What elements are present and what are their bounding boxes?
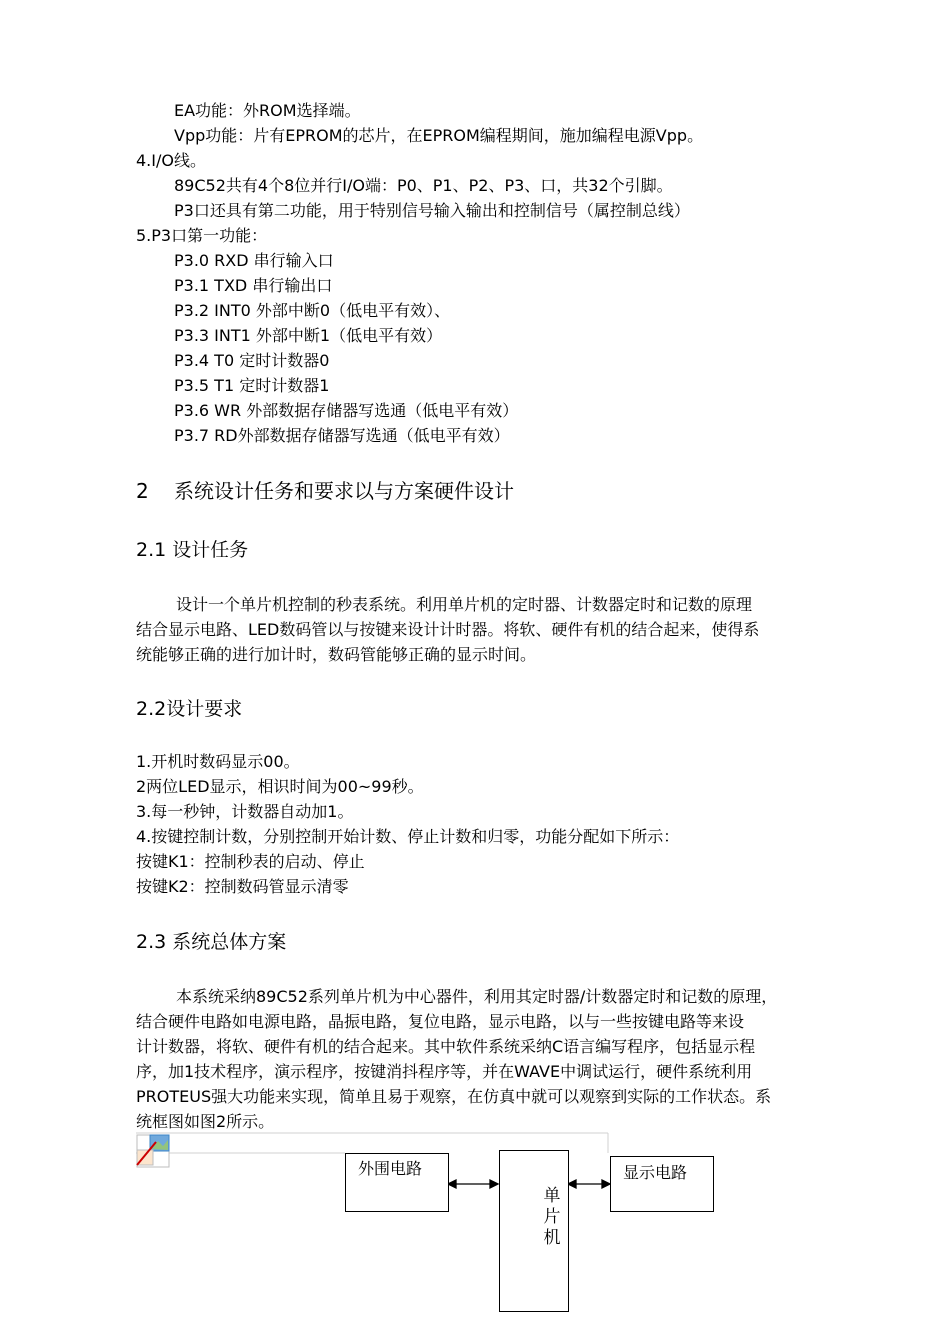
paragraph-2-3-line-4: 序，加1技术程序，演示程序，按键消抖程序等，并在WAVE中调试运行，硬件系统利用 [136,1062,753,1081]
mcu-label-char: 单 [543,1186,561,1206]
text-line-ports: 89C52共有4个8位并行I/O端：P0、P1、P2、P3、口，共32个引脚。 [174,176,673,195]
paragraph-2-3-line-6: 统框图如图2所示。 [136,1112,275,1131]
broken-image-icon [137,1135,169,1167]
requirement-item: 1.开机时数码显示00。 [136,752,300,771]
pin-line-p35: P3.5 T1 定时计数器1 [174,376,330,395]
pin-line-p31: P3.1 TXD 串行输出口 [174,276,333,295]
pin-line-p32: P3.2 INT0 外部中断0（低电平有效）、 [174,301,451,320]
pin-line-p30: P3.0 RXD 串行输入口 [174,251,334,270]
paragraph-2-3-line-5: PROTEUS强大功能来实现，简单且易于观察，在仿真中就可以观察到实际的工作状态。系 [136,1087,772,1106]
pin-line-p37: P3.7 RD外部数据存储器写选通（低电平有效） [174,426,510,445]
requirement-item: 2两位LED显示，相识时间为00~99秒。 [136,777,424,796]
text-line-vpp: Vpp功能：片有EPROM的芯片，在EPROM编程期间，施加编程电源Vpp。 [174,126,704,145]
text-line-p3-second: P3口还具有第二功能，用于特别信号输入输出和控制信号（属控制总线） [174,201,690,220]
double-arrow-right [568,1180,610,1188]
paragraph-2-3-line-1: 本系统采纳89C52系列单片机为中心器件，利用其定时器/计数器定时和记数的原理， [176,987,778,1006]
text-line-ea: EA功能：外ROM选择端。 [174,101,361,120]
requirement-item: 按键K2：控制数码管显示清零 [136,877,349,896]
peripheral-circuit-label: 外围电路 [358,1159,423,1178]
mcu-label-char: 片 [543,1207,561,1227]
text-line-io: 4.I/O线。 [136,151,206,170]
requirement-item: 3.每一秒钟，计数器自动加1。 [136,802,354,821]
text-line-p3-first: 5.P3口第一功能： [136,226,268,245]
paragraph-2-1-line-2: 结合显示电路、LED数码管以与按键来设计计时器。将软、硬件有机的结合起来，使得系 [136,620,760,639]
mcu-label-char: 机 [543,1228,561,1248]
peripheral-circuit-box [345,1153,449,1212]
pin-line-p33: P3.3 INT1 外部中断1（低电平有效） [174,326,443,345]
mcu-box [499,1150,569,1312]
section-2-title: 系统设计任务和要求以与方案硬件设计 [174,479,514,503]
pin-line-p34: P3.4 T0 定时计数器0 [174,351,330,370]
heading-2-2: 2.2设计要求 [136,698,243,720]
requirement-item: 按键K1：控制秒表的启动、停止 [136,852,365,871]
display-circuit-box [610,1156,714,1212]
pin-line-p36: P3.6 WR 外部数据存储器写选通（低电平有效） [174,401,519,420]
heading-2-1: 2.1 设计任务 [136,539,249,561]
paragraph-2-3-line-3: 计计数器，将软、硬件有机的结合起来。其中软件系统采纳C语言编写程序，包括显示程 [136,1037,756,1056]
section-2-number: 2 [136,479,149,503]
double-arrow-left [448,1180,498,1188]
display-circuit-label: 显示电路 [623,1163,688,1182]
paragraph-2-1-line-3: 统能够正确的进行加计时，数码管能够正确的显示时间。 [136,645,537,664]
heading-2-3: 2.3 系统总体方案 [136,931,287,953]
paragraph-2-3-line-2: 结合硬件电路如电源电路，晶振电路，复位电路，显示电路，以与一些按键电路等来设 [136,1012,745,1031]
requirement-item: 4.按键控制计数，分别控制开始计数、停止计数和归零，功能分配如下所示： [136,827,680,846]
paragraph-2-1-line-1: 设计一个单片机控制的秒表系统。利用单片机的定时器、计数器定时和记数的原理 [176,595,753,614]
